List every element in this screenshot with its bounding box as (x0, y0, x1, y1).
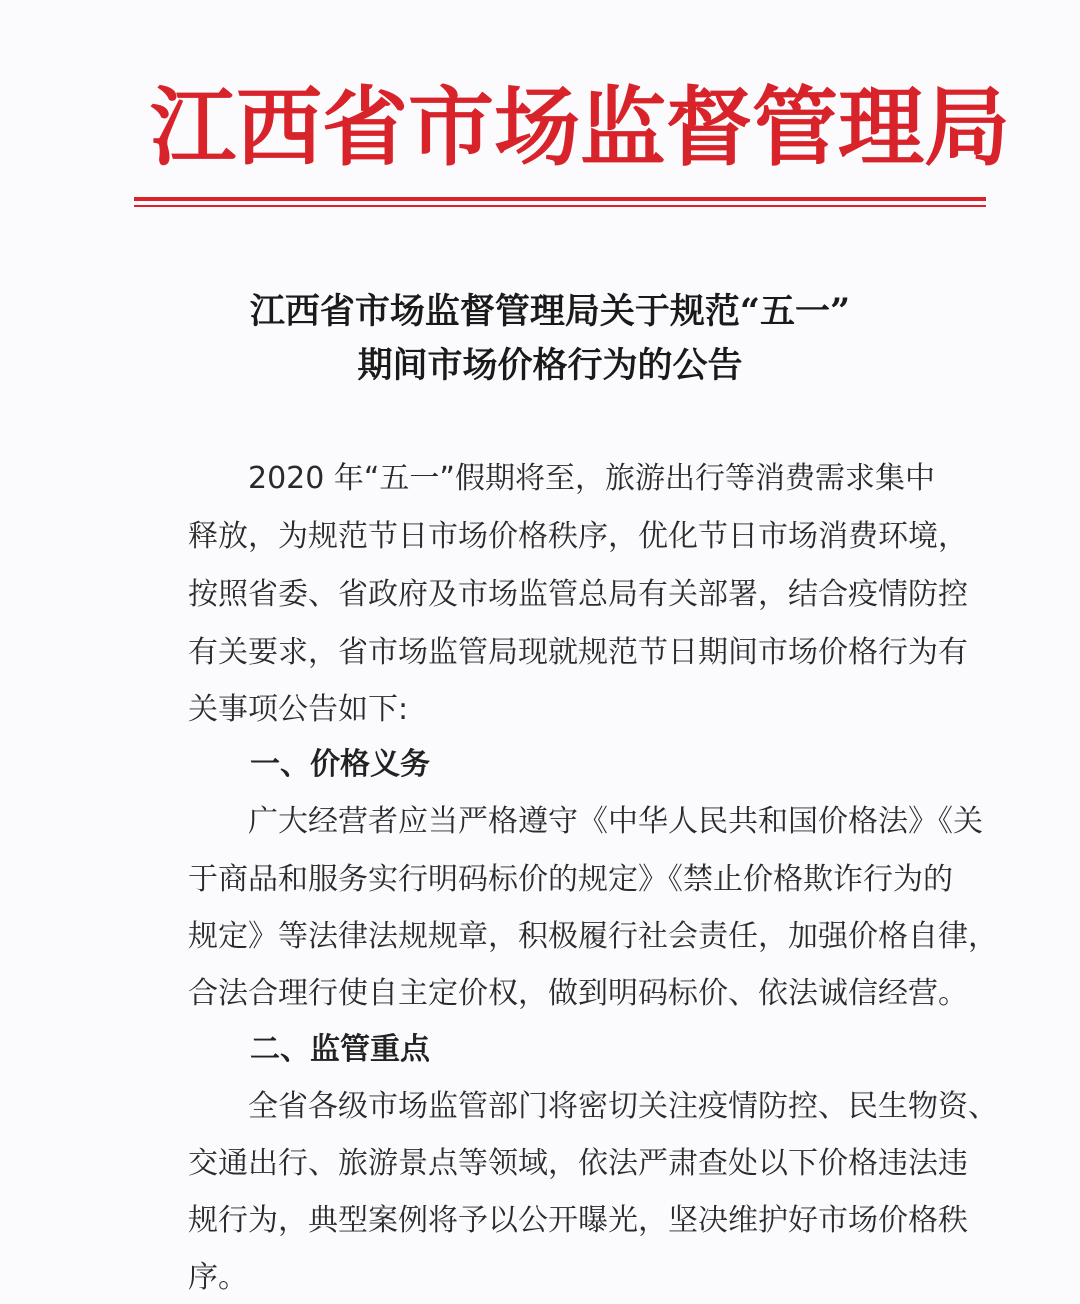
intro-line-2: 释放，为规范节日市场价格秩序，优化节日市场消费环境， (188, 519, 968, 554)
document-title-line-1: 江西省市场监督管理局关于规范“五一” (249, 291, 851, 332)
section1-line-4: 合法合理行使自主定价权，做到明码标价、依法诚信经营。 (188, 976, 968, 1011)
intro-line-3: 按照省委、省政府及市场监管总局有关部署，结合疫情防控 (188, 577, 968, 612)
intro-line-5: 关事项公告如下: (188, 692, 409, 727)
section2-line-1: 全省各级市场监管部门将密切关注疫情防控、民生物资、 (188, 1089, 998, 1124)
section2-line-4: 序。 (188, 1260, 248, 1295)
intro-line-1: 2020 年“五一”假期将至，旅游出行等消费需求集中 (188, 461, 935, 496)
section1-line-3: 规定》等法律法规规章，积极履行社会责任，加强价格自律， (188, 919, 998, 954)
masthead-title: 江西省市场监督管理局 (150, 77, 1010, 178)
document-title-line-2: 期间市场价格行为的公告 (357, 345, 743, 386)
red-rule-thick (134, 197, 986, 201)
section1-line-1: 广大经营者应当严格遵守《中华人民共和国价格法》《关 (188, 804, 983, 839)
section-heading-2: 二、监管重点 (250, 1032, 430, 1067)
section1-line-2: 于商品和服务实行明码标价的规定》《禁止价格欺诈行为的 (188, 862, 953, 897)
intro-line-4: 有关要求，省市场监管局现就规范节日期间市场价格行为有 (188, 635, 968, 670)
section2-line-2: 交通出行、旅游景点等领域，依法严肃查处以下价格违法违 (188, 1146, 968, 1181)
section2-line-3: 规行为，典型案例将予以公开曝光，坚决维护好市场价格秩 (188, 1203, 968, 1238)
red-rule-thin (134, 205, 986, 207)
section-heading-1: 一、价格义务 (250, 747, 430, 782)
